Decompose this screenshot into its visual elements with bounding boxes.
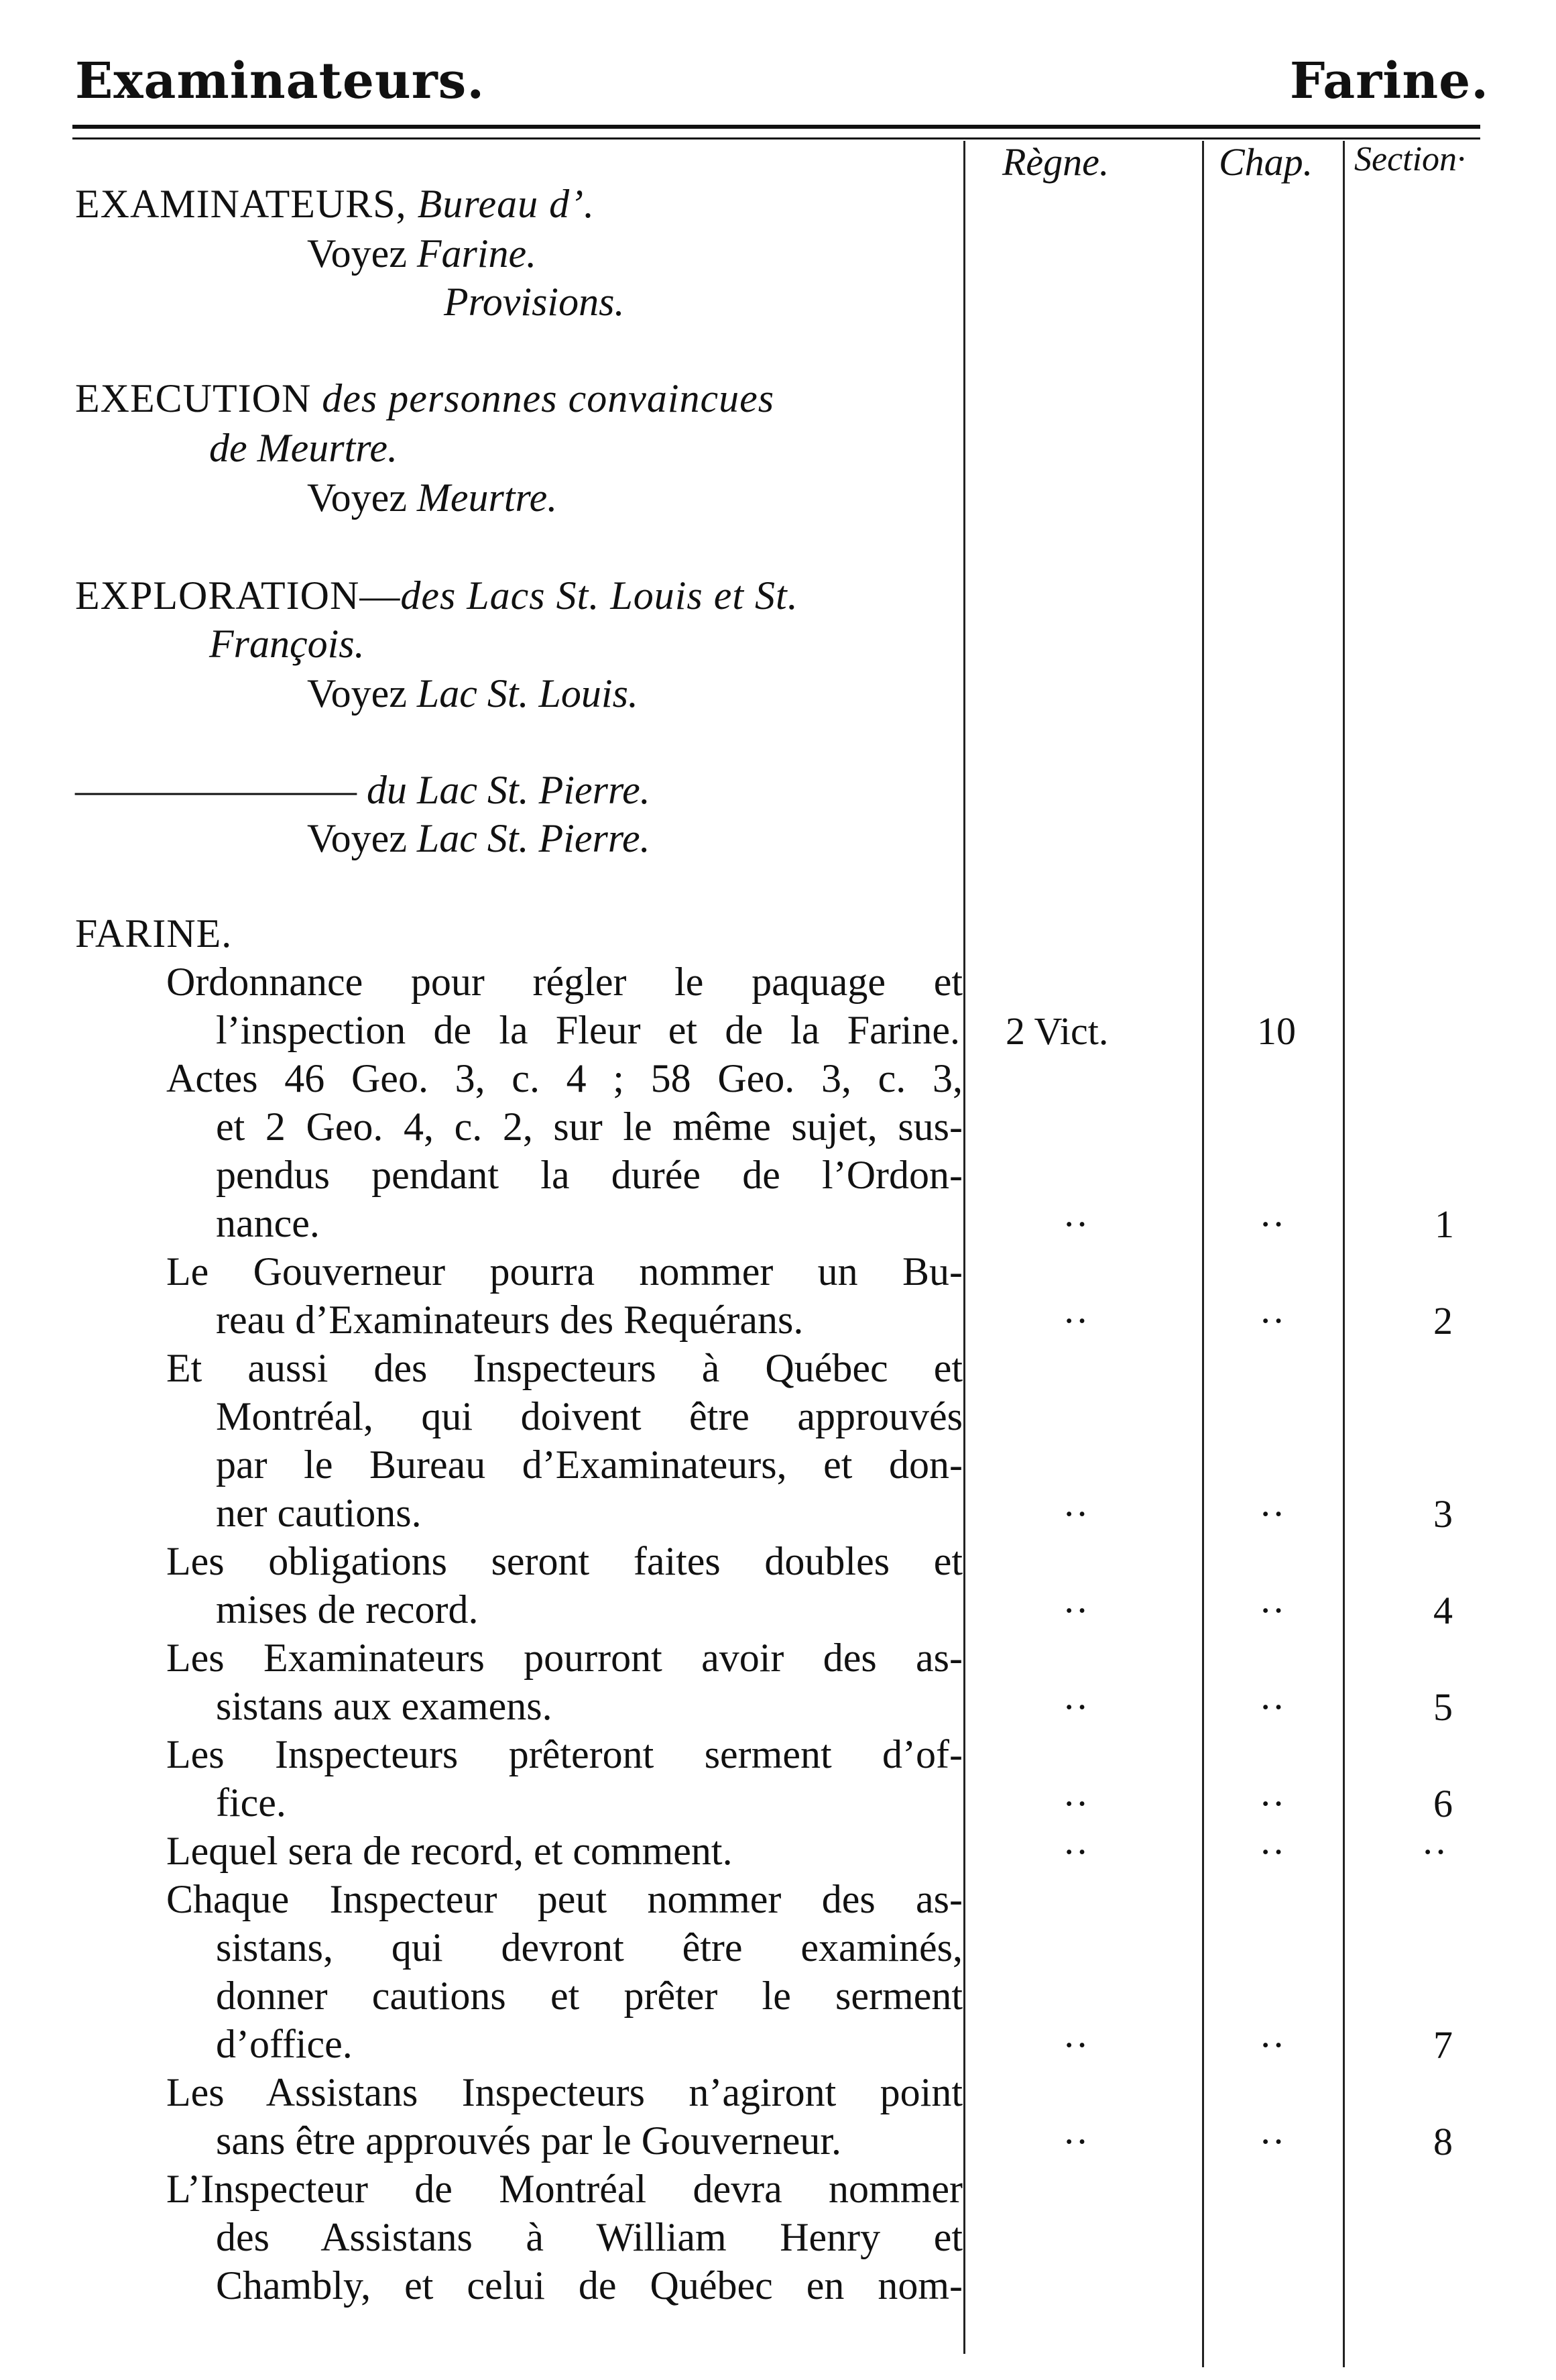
entry-text-line: l’inspection de la Fleur et de la Farine. [216, 1008, 960, 1052]
column-divider-chap [1343, 141, 1345, 2367]
column-divider-text [963, 141, 965, 2354]
regne-value: ·· [1063, 2120, 1089, 2163]
regne-value: ·· [1063, 2023, 1089, 2067]
section-value: 1 [1435, 1202, 1454, 1246]
chap-value: ·· [1259, 1685, 1285, 1729]
column-head-section: Section· [1354, 140, 1466, 178]
entry-text-line: L’Inspecteur de Montréal devra nommer [166, 2167, 963, 2211]
dash-rule: ——————— [75, 768, 367, 812]
entry-text-line: des Assistans à William Henry et [216, 2215, 963, 2259]
section-value: 8 [1433, 2120, 1453, 2163]
regne-value: ·· [1063, 1830, 1089, 1874]
entry-text-line: Ordonnance pour régler le paquage et [166, 960, 963, 1004]
cross-reference [307, 669, 638, 718]
entry-text-line: donner cautions et prêter le serment [216, 1974, 963, 2018]
entry-text-line: Les Assistans Inspecteurs n’agiront point [166, 2070, 963, 2114]
entry-text-line: reau d’Examinateurs des Requérans. [216, 1298, 804, 1342]
entry-heading-text: EXPLORATION— [75, 573, 401, 618]
column-head-regne: Règne. [1002, 140, 1110, 184]
entry-heading-italic: Bureau d’. [417, 182, 595, 226]
voyez-label: Voyez [307, 475, 417, 520]
entry-heading-text: EXAMINATEURS, [75, 182, 418, 226]
chap-value: ·· [1259, 1299, 1285, 1343]
entry-text-line: Les Examinateurs pourront avoir des as- [166, 1636, 963, 1680]
cross-reference-target: Provisions. [444, 280, 625, 324]
entry-text-line: et 2 Geo. 4, c. 2, sur le même sujet, sus- [216, 1104, 963, 1149]
entry-heading [75, 571, 798, 620]
section-value: 4 [1433, 1589, 1453, 1632]
entry-heading [75, 374, 774, 422]
regne-value: ·· [1063, 1202, 1089, 1246]
entry-text-line: Lequel sera de record, et comment. [166, 1829, 733, 1873]
entry-text-line: sistans, qui devront être examinés, [216, 1925, 963, 1970]
column-divider-regne [1202, 141, 1204, 2367]
entry-heading-italic: des personnes convaincues [322, 376, 775, 420]
column-head-chap: Chap. [1219, 140, 1313, 184]
section-value: 2 [1433, 1299, 1453, 1343]
chap-value: ·· [1259, 1589, 1285, 1632]
section-value: 5 [1433, 1685, 1453, 1729]
entry-text-line: Le Gouverneur pourra nommer un Bu- [166, 1249, 963, 1294]
running-head-right: Farine. [1289, 52, 1489, 110]
regne-value: ·· [1063, 1685, 1089, 1729]
cross-reference [307, 473, 557, 522]
voyez-label: Voyez [307, 671, 417, 716]
section-value: ·· [1421, 1830, 1447, 1874]
entry-text-line: sans être approuvés par le Gouverneur. [216, 2118, 841, 2163]
entry-text-line: Montréal, qui doivent être approuvés [216, 1394, 963, 1438]
regne-value: ·· [1063, 1299, 1089, 1343]
cross-reference-target: Farine. [416, 231, 537, 276]
cross-reference [307, 814, 650, 862]
entry-text-line: Les Inspecteurs prêteront serment d’of- [166, 1732, 963, 1776]
entry-text-line: Les obligations seront faites doubles et [166, 1539, 963, 1583]
chap-value: ·· [1259, 2023, 1285, 2067]
cross-reference-target: Meurtre. [416, 475, 558, 520]
cross-reference-target: Lac St. Pierre. [416, 816, 650, 860]
entry-text-line: ner cautions. [216, 1491, 422, 1535]
regne-value: ·· [1063, 1782, 1089, 1825]
regne-value: ·· [1063, 1492, 1089, 1536]
entry-text-line: Chambly, et celui de Québec en nom- [216, 2263, 963, 2308]
regne-value: 2 Vict. [1006, 1009, 1109, 1053]
entry-text-line: pendus pendant la durée de l’Ordon- [216, 1153, 963, 1197]
entry-heading [75, 180, 595, 228]
sub-entry-text: du Lac St. Pierre. [367, 768, 650, 812]
section-value: 6 [1433, 1782, 1453, 1825]
voyez-label: Voyez [307, 231, 417, 276]
entry-text-line: d’office. [216, 2022, 353, 2066]
chap-value: ·· [1259, 1830, 1285, 1874]
section-value: 7 [1433, 2023, 1453, 2067]
header-rule-thick [72, 125, 1480, 129]
entry-text-line: Chaque Inspecteur peut nommer des as- [166, 1877, 963, 1921]
chap-value: 10 [1257, 1009, 1296, 1053]
chap-value: ·· [1259, 1782, 1285, 1825]
entry-heading-continuation: de Meurtre. [209, 426, 398, 470]
entry-text-line: Actes 46 Geo. 3, c. 4 ; 58 Geo. 3, c. 3, [166, 1056, 963, 1100]
section-value: 3 [1433, 1492, 1453, 1536]
entry-text-line: mises de record. [216, 1587, 479, 1632]
chap-value: ·· [1259, 1492, 1285, 1536]
entry-text-line: Et aussi des Inspecteurs à Québec et [166, 1346, 963, 1390]
entry-text-line: fice. [216, 1780, 286, 1825]
voyez-label: Voyez [307, 816, 417, 860]
chap-value: ·· [1259, 1202, 1285, 1246]
entry-heading-continuation: François. [209, 622, 365, 666]
entry-heading: FARINE. [75, 911, 233, 956]
entry-heading-text: EXECUTION [75, 376, 322, 420]
sub-entry [75, 766, 650, 814]
entry-heading-italic: des Lacs St. Louis et St. [400, 573, 798, 618]
entry-text-line: nance. [216, 1201, 320, 1245]
entry-text-line: par le Bureau d’Examinateurs, et don- [216, 1442, 963, 1487]
entry-text-line: sistans aux examens. [216, 1684, 552, 1728]
cross-reference-target: Lac St. Louis. [416, 671, 638, 716]
regne-value: ·· [1063, 1589, 1089, 1632]
running-head-left: Examinateurs. [75, 52, 485, 110]
cross-reference [307, 229, 536, 278]
chap-value: ·· [1259, 2120, 1285, 2163]
